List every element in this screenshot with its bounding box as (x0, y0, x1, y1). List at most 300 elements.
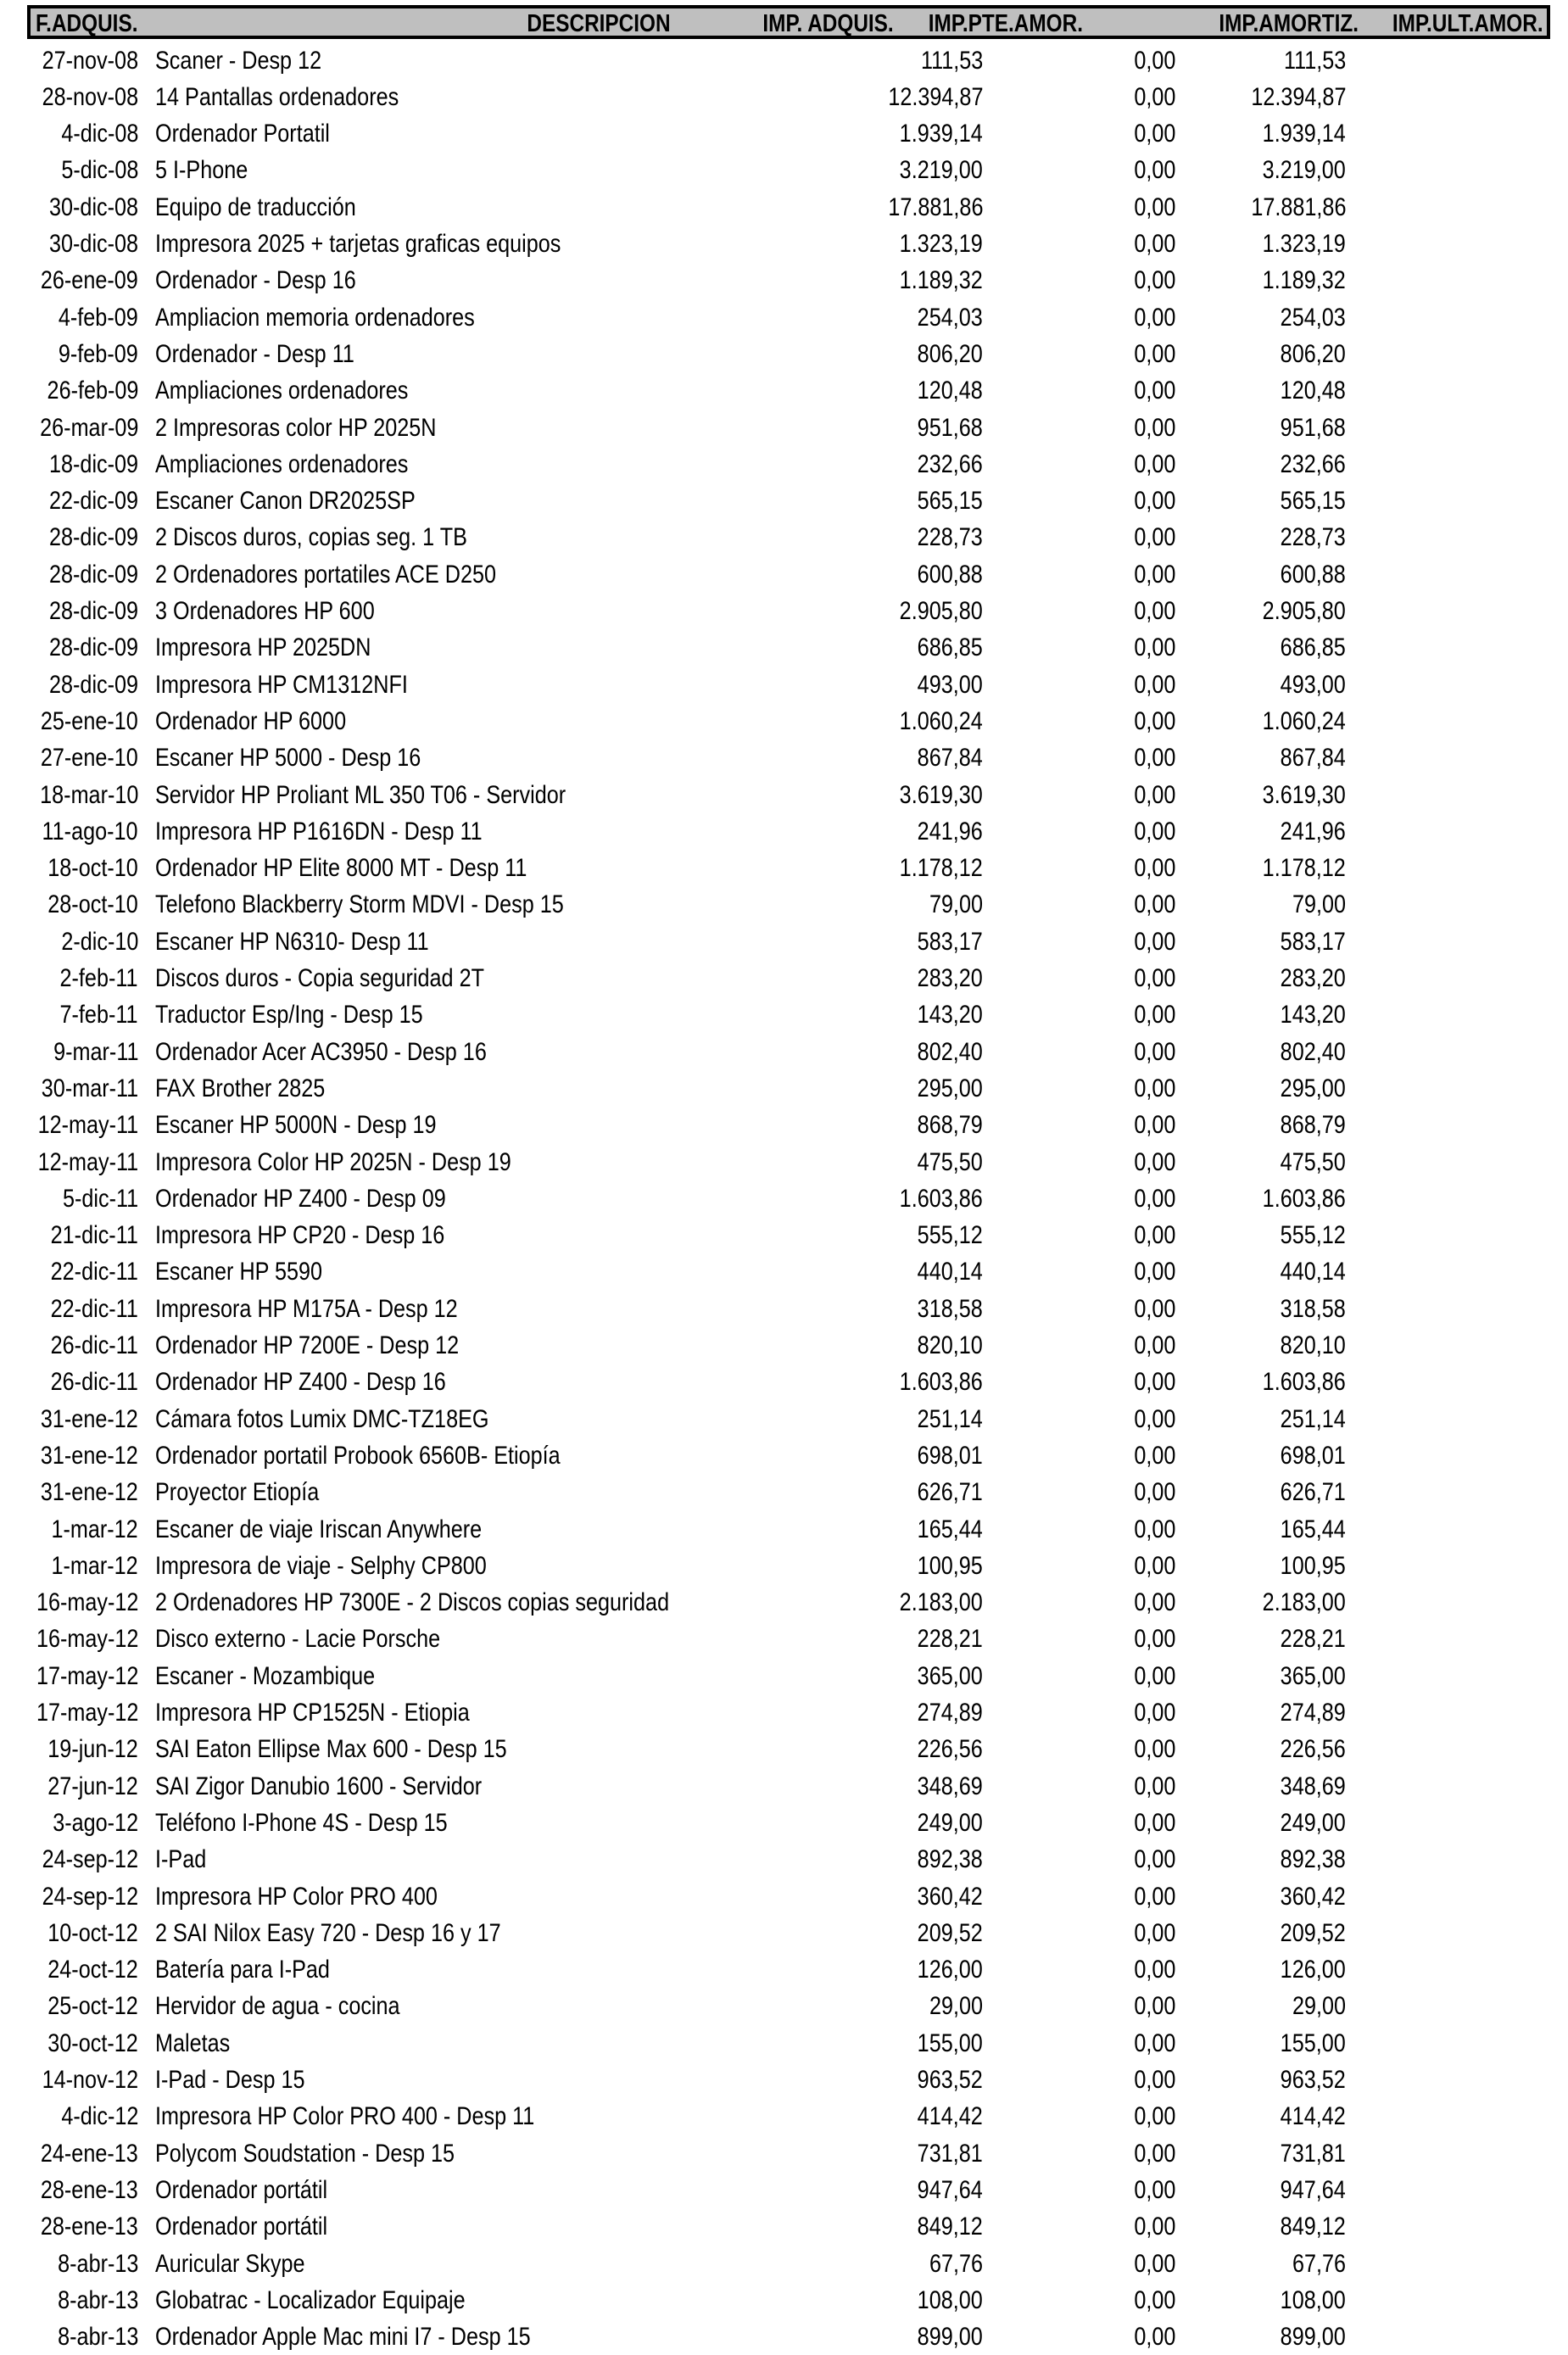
imp-amortiz-cell: 947,64 (1280, 2175, 1346, 2204)
header-imp-pte-amor: IMP.PTE.AMOR. (928, 10, 1083, 37)
description-cell: Ordenador - Desp 11 (155, 339, 354, 368)
imp-amortiz-cell: 493,00 (1280, 670, 1346, 699)
description-cell: Telefono Blackberry Storm MDVI - Desp 15 (155, 890, 564, 919)
imp-amortiz-cell: 79,00 (1292, 890, 1346, 919)
imp-adquis-cell: 209,52 (917, 1918, 983, 1947)
date-cell: 22-dic-11 (50, 1294, 138, 1323)
table-row (0, 960, 1568, 996)
imp-pte-amor-cell: 0,00 (1133, 1184, 1175, 1213)
table-row (0, 996, 1568, 1033)
imp-pte-amor-cell: 0,00 (1133, 413, 1175, 442)
imp-amortiz-cell: 348,69 (1280, 1772, 1346, 1800)
date-cell: 28-dic-09 (48, 670, 138, 699)
table-row (0, 556, 1568, 593)
imp-pte-amor-cell: 0,00 (1133, 1918, 1175, 1947)
date-cell: 16-may-12 (36, 1625, 138, 1654)
imp-amortiz-cell: 475,50 (1280, 1147, 1346, 1176)
imp-pte-amor-cell: 0,00 (1133, 1956, 1175, 1984)
description-cell: Ordenador HP Z400 - Desp 16 (155, 1368, 446, 1397)
imp-adquis-cell: 17.881,86 (887, 193, 983, 221)
description-cell: Equipo de traducción (155, 193, 356, 221)
table-row (0, 1070, 1568, 1107)
imp-amortiz-cell: 209,52 (1280, 1918, 1346, 1947)
table-row (0, 1217, 1568, 1253)
table-row (0, 813, 1568, 850)
imp-pte-amor-cell: 0,00 (1133, 1992, 1175, 2021)
table-row (0, 1841, 1568, 1878)
table-row (0, 1621, 1568, 1657)
imp-pte-amor-cell: 0,00 (1133, 2029, 1175, 2057)
imp-amortiz-cell: 17.881,86 (1250, 193, 1346, 221)
table-row (0, 189, 1568, 226)
imp-amortiz-cell: 2.905,80 (1262, 597, 1346, 625)
header-imp-amortiz: IMP.AMORTIZ. (1219, 10, 1359, 37)
table-row (0, 1034, 1568, 1070)
date-cell: 11-ago-10 (42, 817, 138, 845)
date-cell: 9-feb-09 (59, 339, 138, 368)
imp-adquis-cell: 295,00 (917, 1074, 983, 1102)
table-row (0, 1768, 1568, 1805)
date-cell: 28-oct-10 (47, 890, 138, 919)
date-cell: 4-dic-08 (60, 120, 138, 148)
table-row (0, 1658, 1568, 1694)
imp-amortiz-cell: 698,01 (1280, 1441, 1346, 1470)
imp-pte-amor-cell: 0,00 (1133, 2102, 1175, 2131)
table-row (0, 1327, 1568, 1364)
imp-amortiz-cell: 802,40 (1280, 1037, 1346, 1066)
imp-pte-amor-cell: 0,00 (1133, 193, 1175, 221)
date-cell: 28-dic-09 (48, 523, 138, 552)
imp-pte-amor-cell: 0,00 (1133, 1294, 1175, 1323)
imp-amortiz-cell: 626,71 (1280, 1478, 1346, 1507)
table-row (0, 299, 1568, 336)
imp-adquis-cell: 249,00 (917, 1808, 983, 1837)
table-row (0, 115, 1568, 152)
imp-amortiz-cell: 600,88 (1280, 560, 1346, 589)
description-cell: SAI Zigor Danubio 1600 - Servidor (155, 1772, 483, 1800)
date-cell: 4-dic-12 (60, 2102, 138, 2131)
table-row (0, 1951, 1568, 1988)
date-cell: 26-mar-09 (39, 413, 138, 442)
imp-adquis-cell: 254,03 (917, 303, 983, 332)
description-cell: Impresora HP CM1312NFI (155, 670, 408, 699)
imp-pte-amor-cell: 0,00 (1133, 1404, 1175, 1433)
table-row (0, 777, 1568, 813)
imp-amortiz-cell: 126,00 (1280, 1956, 1346, 1984)
date-cell: 16-may-12 (36, 1588, 138, 1617)
date-cell: 9-mar-11 (53, 1037, 138, 1066)
date-cell: 14-nov-12 (42, 2066, 138, 2094)
description-cell: Escaner - Mozambique (155, 1661, 376, 1690)
date-cell: 26-dic-11 (50, 1368, 138, 1397)
imp-amortiz-cell: 565,15 (1280, 487, 1346, 516)
imp-amortiz-cell: 318,58 (1280, 1294, 1346, 1323)
table-row (0, 703, 1568, 739)
description-cell: Disco externo - Lacie Porsche (155, 1625, 441, 1654)
date-cell: 2-dic-10 (60, 927, 138, 956)
table-row (0, 1144, 1568, 1180)
date-cell: 26-dic-11 (50, 1331, 138, 1359)
description-cell: SAI Eaton Ellipse Max 600 - Desp 15 (155, 1735, 507, 1764)
imp-pte-amor-cell: 0,00 (1133, 2249, 1175, 2278)
imp-adquis-cell: 698,01 (917, 1441, 983, 1470)
imp-amortiz-cell: 1.060,24 (1262, 706, 1346, 735)
table-row (0, 42, 1568, 79)
table-row (0, 1437, 1568, 1474)
imp-adquis-cell: 583,17 (917, 927, 983, 956)
description-cell: 2 Ordenadores HP 7300E - 2 Discos copias seguridad (155, 1588, 670, 1617)
table-row (0, 1878, 1568, 1915)
date-cell: 28-nov-08 (42, 82, 138, 111)
imp-pte-amor-cell: 0,00 (1133, 2323, 1175, 2352)
imp-adquis-cell: 228,21 (917, 1625, 983, 1654)
table-row (0, 924, 1568, 960)
imp-pte-amor-cell: 0,00 (1133, 1111, 1175, 1140)
description-cell: Proyector Etiopía (155, 1478, 320, 1507)
imp-pte-amor-cell: 0,00 (1133, 854, 1175, 883)
table-row (0, 2098, 1568, 2135)
imp-adquis-cell: 241,96 (917, 817, 983, 845)
imp-amortiz-cell: 254,03 (1280, 303, 1346, 332)
imp-adquis-cell: 100,95 (917, 1551, 983, 1580)
header-description: DESCRIPCION (527, 10, 671, 37)
imp-adquis-cell: 892,38 (917, 1845, 983, 1874)
imp-pte-amor-cell: 0,00 (1133, 303, 1175, 332)
imp-pte-amor-cell: 0,00 (1133, 377, 1175, 405)
date-cell: 5-dic-08 (60, 156, 138, 185)
description-cell: Impresora HP CP20 - Desp 16 (155, 1221, 445, 1250)
table-row (0, 2246, 1568, 2282)
description-cell: Ordenador HP Z400 - Desp 09 (155, 1184, 446, 1213)
description-cell: Ordenador HP Elite 8000 MT - Desp 11 (155, 854, 527, 883)
table-row (0, 446, 1568, 483)
date-cell: 28-ene-13 (41, 2175, 138, 2204)
description-cell: Escaner HP 5000 - Desp 16 (155, 744, 421, 773)
date-cell: 18-oct-10 (47, 854, 138, 883)
imp-amortiz-cell: 283,20 (1280, 964, 1346, 992)
table-row (0, 1474, 1568, 1510)
imp-amortiz-cell: 849,12 (1280, 2213, 1346, 2241)
imp-adquis-cell: 440,14 (917, 1258, 983, 1286)
description-cell: Globatrac - Localizador Equipaje (155, 2285, 466, 2314)
imp-adquis-cell: 565,15 (917, 487, 983, 516)
imp-adquis-cell: 947,64 (917, 2175, 983, 2204)
imp-adquis-cell: 2.183,00 (899, 1588, 983, 1617)
date-cell: 28-dic-09 (48, 597, 138, 625)
imp-pte-amor-cell: 0,00 (1133, 1845, 1175, 1874)
description-cell: Discos duros - Copia seguridad 2T (155, 964, 484, 992)
imp-amortiz-cell: 12.394,87 (1250, 82, 1346, 111)
imp-amortiz-cell: 2.183,00 (1262, 1588, 1346, 1617)
imp-adquis-cell: 3.219,00 (899, 156, 983, 185)
imp-pte-amor-cell: 0,00 (1133, 2213, 1175, 2241)
imp-amortiz-cell: 1.603,86 (1262, 1368, 1346, 1397)
imp-amortiz-cell: 3.619,30 (1262, 780, 1346, 809)
date-cell: 21-dic-11 (50, 1221, 138, 1250)
imp-adquis-cell: 165,44 (917, 1515, 983, 1543)
imp-pte-amor-cell: 0,00 (1133, 156, 1175, 185)
imp-adquis-cell: 1.060,24 (899, 706, 983, 735)
imp-pte-amor-cell: 0,00 (1133, 633, 1175, 662)
imp-pte-amor-cell: 0,00 (1133, 890, 1175, 919)
imp-pte-amor-cell: 0,00 (1133, 2139, 1175, 2168)
description-cell: 5 I-Phone (155, 156, 248, 185)
imp-amortiz-cell: 108,00 (1280, 2285, 1346, 2314)
date-cell: 12-may-11 (37, 1111, 138, 1140)
date-cell: 22-dic-09 (48, 487, 138, 516)
date-cell: 8-abr-13 (57, 2285, 138, 2314)
imp-pte-amor-cell: 0,00 (1133, 780, 1175, 809)
description-cell: Ampliaciones ordenadores (155, 449, 409, 478)
description-cell: Ordenador HP 7200E - Desp 12 (155, 1331, 460, 1359)
header-imp-ult-amor: IMP.ULT.AMOR. (1392, 10, 1543, 37)
description-cell: Scaner - Desp 12 (155, 46, 322, 75)
table-row (0, 593, 1568, 629)
imp-pte-amor-cell: 0,00 (1133, 1882, 1175, 1911)
table-row (0, 410, 1568, 446)
imp-amortiz-cell: 731,81 (1280, 2139, 1346, 2168)
table-row (0, 2319, 1568, 2355)
table-row (0, 1548, 1568, 1584)
table-row (0, 226, 1568, 262)
imp-amortiz-cell: 414,42 (1280, 2102, 1346, 2131)
imp-amortiz-cell: 892,38 (1280, 1845, 1346, 1874)
date-cell: 24-ene-13 (41, 2139, 138, 2168)
imp-amortiz-cell: 251,14 (1280, 1404, 1346, 1433)
table-row (0, 519, 1568, 555)
imp-amortiz-cell: 100,95 (1280, 1551, 1346, 1580)
imp-amortiz-cell: 365,00 (1280, 1661, 1346, 1690)
imp-amortiz-cell: 67,76 (1292, 2249, 1346, 2278)
table-row (0, 79, 1568, 115)
description-cell: Polycom Soudstation - Desp 15 (155, 2139, 455, 2168)
imp-amortiz-cell: 820,10 (1280, 1331, 1346, 1359)
imp-adquis-cell: 318,58 (917, 1294, 983, 1323)
imp-amortiz-cell: 951,68 (1280, 413, 1346, 442)
description-cell: Ordenador Apple Mac mini I7 - Desp 15 (155, 2323, 531, 2352)
imp-adquis-cell: 274,89 (917, 1699, 983, 1727)
imp-amortiz-cell: 228,73 (1280, 523, 1346, 552)
date-cell: 24-oct-12 (47, 1956, 138, 1984)
imp-amortiz-cell: 228,21 (1280, 1625, 1346, 1654)
table-row (0, 1694, 1568, 1731)
imp-pte-amor-cell: 0,00 (1133, 1551, 1175, 1580)
date-cell: 18-dic-09 (48, 449, 138, 478)
imp-amortiz-cell: 1.603,86 (1262, 1184, 1346, 1213)
imp-adquis-cell: 1.323,19 (899, 230, 983, 258)
date-cell: 19-jun-12 (47, 1735, 138, 1764)
imp-amortiz-cell: 1.178,12 (1262, 854, 1346, 883)
imp-adquis-cell: 600,88 (917, 560, 983, 589)
imp-adquis-cell: 867,84 (917, 744, 983, 773)
table-row (0, 1364, 1568, 1400)
date-cell: 8-abr-13 (57, 2323, 138, 2352)
description-cell: Escaner HP 5000N - Desp 19 (155, 1111, 437, 1140)
imp-amortiz-cell: 155,00 (1280, 2029, 1346, 2057)
description-cell: Ordenador Acer AC3950 - Desp 16 (155, 1037, 487, 1066)
imp-adquis-cell: 143,20 (917, 1001, 983, 1030)
description-cell: Ordenador HP 6000 (155, 706, 347, 735)
table-row (0, 1401, 1568, 1437)
description-cell: Maletas (155, 2029, 231, 2057)
imp-adquis-cell: 126,00 (917, 1956, 983, 1984)
description-cell: 14 Pantallas ordenadores (155, 82, 399, 111)
description-cell: Impresora HP P1616DN - Desp 11 (155, 817, 483, 845)
table-row (0, 2172, 1568, 2208)
imp-pte-amor-cell: 0,00 (1133, 46, 1175, 75)
description-cell: Hervidor de agua - cocina (155, 1992, 400, 2021)
date-cell: 18-mar-10 (39, 780, 138, 809)
imp-adquis-cell: 79,00 (929, 890, 983, 919)
imp-pte-amor-cell: 0,00 (1133, 487, 1175, 516)
imp-adquis-cell: 951,68 (917, 413, 983, 442)
date-cell: 5-dic-11 (62, 1184, 138, 1213)
imp-adquis-cell: 963,52 (917, 2066, 983, 2094)
table-row (0, 372, 1568, 409)
imp-pte-amor-cell: 0,00 (1133, 1735, 1175, 1764)
date-cell: 24-sep-12 (42, 1845, 138, 1874)
description-cell: 2 Ordenadores portatiles ACE D250 (155, 560, 497, 589)
imp-pte-amor-cell: 0,00 (1133, 1001, 1175, 1030)
imp-pte-amor-cell: 0,00 (1133, 1588, 1175, 1617)
imp-adquis-cell: 228,73 (917, 523, 983, 552)
imp-adquis-cell: 29,00 (929, 1992, 983, 2021)
table-row (0, 1511, 1568, 1548)
description-cell: 2 Discos duros, copias seg. 1 TB (155, 523, 467, 552)
description-cell: I-Pad - Desp 15 (155, 2066, 305, 2094)
date-cell: 28-dic-09 (48, 560, 138, 589)
description-cell: Cámara fotos Lumix DMC-TZ18EG (155, 1404, 489, 1433)
imp-pte-amor-cell: 0,00 (1133, 2066, 1175, 2094)
imp-pte-amor-cell: 0,00 (1133, 1331, 1175, 1359)
imp-pte-amor-cell: 0,00 (1133, 597, 1175, 625)
imp-pte-amor-cell: 0,00 (1133, 1772, 1175, 1800)
date-cell: 17-may-12 (36, 1661, 138, 1690)
imp-pte-amor-cell: 0,00 (1133, 817, 1175, 845)
table-row (0, 2062, 1568, 2098)
table-row (0, 2025, 1568, 2062)
description-cell: Servidor HP Proliant ML 350 T06 - Servidor (155, 780, 566, 809)
imp-adquis-cell: 155,00 (917, 2029, 983, 2057)
imp-adquis-cell: 365,00 (917, 1661, 983, 1690)
table-row (0, 483, 1568, 519)
table-row (0, 2208, 1568, 2245)
imp-pte-amor-cell: 0,00 (1133, 1147, 1175, 1176)
imp-pte-amor-cell: 0,00 (1133, 82, 1175, 111)
date-cell: 30-dic-08 (48, 230, 138, 258)
imp-adquis-cell: 899,00 (917, 2323, 983, 2352)
description-cell: Ordenador portátil (155, 2213, 328, 2241)
date-cell: 12-may-11 (37, 1147, 138, 1176)
date-cell: 17-may-12 (36, 1699, 138, 1727)
imp-amortiz-cell: 111,53 (1283, 46, 1346, 75)
description-cell: 2 Impresoras color HP 2025N (155, 413, 437, 442)
imp-adquis-cell: 2.905,80 (899, 597, 983, 625)
table-row (0, 1253, 1568, 1290)
date-cell: 30-mar-11 (41, 1074, 138, 1102)
description-cell: Auricular Skype (155, 2249, 305, 2278)
imp-pte-amor-cell: 0,00 (1133, 927, 1175, 956)
imp-amortiz-cell: 867,84 (1280, 744, 1346, 773)
imp-adquis-cell: 283,20 (917, 964, 983, 992)
imp-adquis-cell: 414,42 (917, 2102, 983, 2131)
description-cell: 3 Ordenadores HP 600 (155, 597, 375, 625)
description-cell: Impresora Color HP 2025N - Desp 19 (155, 1147, 511, 1176)
description-cell: Impresora HP CP1525N - Etiopia (155, 1699, 470, 1727)
table-row (0, 667, 1568, 703)
imp-pte-amor-cell: 0,00 (1133, 120, 1175, 148)
description-cell: Ampliaciones ordenadores (155, 377, 409, 405)
imp-pte-amor-cell: 0,00 (1133, 1478, 1175, 1507)
imp-adquis-cell: 493,00 (917, 670, 983, 699)
imp-pte-amor-cell: 0,00 (1133, 744, 1175, 773)
description-cell: Ordenador portatil Probook 6560B- Etiopía (155, 1441, 561, 1470)
date-cell: 28-dic-09 (48, 633, 138, 662)
imp-adquis-cell: 108,00 (917, 2285, 983, 2314)
description-cell: Ordenador portátil (155, 2175, 328, 2204)
imp-adquis-cell: 868,79 (917, 1111, 983, 1140)
description-cell: Ordenador Portatil (155, 120, 330, 148)
imp-amortiz-cell: 274,89 (1280, 1699, 1346, 1727)
imp-adquis-cell: 232,66 (917, 449, 983, 478)
table-row (0, 262, 1568, 299)
imp-amortiz-cell: 583,17 (1280, 927, 1346, 956)
imp-adquis-cell: 251,14 (917, 1404, 983, 1433)
imp-pte-amor-cell: 0,00 (1133, 1221, 1175, 1250)
imp-pte-amor-cell: 0,00 (1133, 706, 1175, 735)
imp-pte-amor-cell: 0,00 (1133, 2285, 1175, 2314)
imp-adquis-cell: 3.619,30 (899, 780, 983, 809)
date-cell: 1-mar-12 (51, 1551, 138, 1580)
description-cell: Escaner HP N6310- Desp 11 (155, 927, 429, 956)
imp-amortiz-cell: 143,20 (1280, 1001, 1346, 1030)
imp-pte-amor-cell: 0,00 (1133, 1699, 1175, 1727)
imp-adquis-cell: 1.189,32 (899, 266, 983, 295)
imp-amortiz-cell: 1.939,14 (1262, 120, 1346, 148)
imp-pte-amor-cell: 0,00 (1133, 670, 1175, 699)
imp-pte-amor-cell: 0,00 (1133, 964, 1175, 992)
imp-amortiz-cell: 806,20 (1280, 339, 1346, 368)
description-cell: 2 SAI Nilox Easy 720 - Desp 16 y 17 (155, 1918, 501, 1947)
imp-pte-amor-cell: 0,00 (1133, 1661, 1175, 1690)
table-row (0, 1731, 1568, 1767)
description-cell: Impresora de viaje - Selphy CP800 (155, 1551, 487, 1580)
date-cell: 30-dic-08 (48, 193, 138, 221)
imp-adquis-cell: 1.939,14 (899, 120, 983, 148)
description-cell: Escaner HP 5590 (155, 1258, 323, 1286)
table-row (0, 629, 1568, 666)
date-cell: 31-ene-12 (41, 1404, 138, 1433)
description-cell: Ampliacion memoria ordenadores (155, 303, 475, 332)
imp-amortiz-cell: 360,42 (1280, 1882, 1346, 1911)
imp-adquis-cell: 1.178,12 (899, 854, 983, 883)
date-cell: 25-ene-10 (41, 706, 138, 735)
imp-amortiz-cell: 555,12 (1280, 1221, 1346, 1250)
table-row (0, 336, 1568, 372)
imp-adquis-cell: 111,53 (920, 46, 983, 75)
date-cell: 24-sep-12 (42, 1882, 138, 1911)
description-cell: Batería para I-Pad (155, 1956, 330, 1984)
table-row (0, 1107, 1568, 1143)
imp-amortiz-cell: 686,85 (1280, 633, 1346, 662)
imp-amortiz-cell: 226,56 (1280, 1735, 1346, 1764)
imp-adquis-cell: 1.603,86 (899, 1184, 983, 1213)
imp-adquis-cell: 226,56 (917, 1735, 983, 1764)
description-cell: Ordenador - Desp 16 (155, 266, 356, 295)
imp-pte-amor-cell: 0,00 (1133, 449, 1175, 478)
description-cell: Teléfono I-Phone 4S - Desp 15 (155, 1808, 448, 1837)
header-imp-adquis: IMP. ADQUIS. (762, 10, 894, 37)
